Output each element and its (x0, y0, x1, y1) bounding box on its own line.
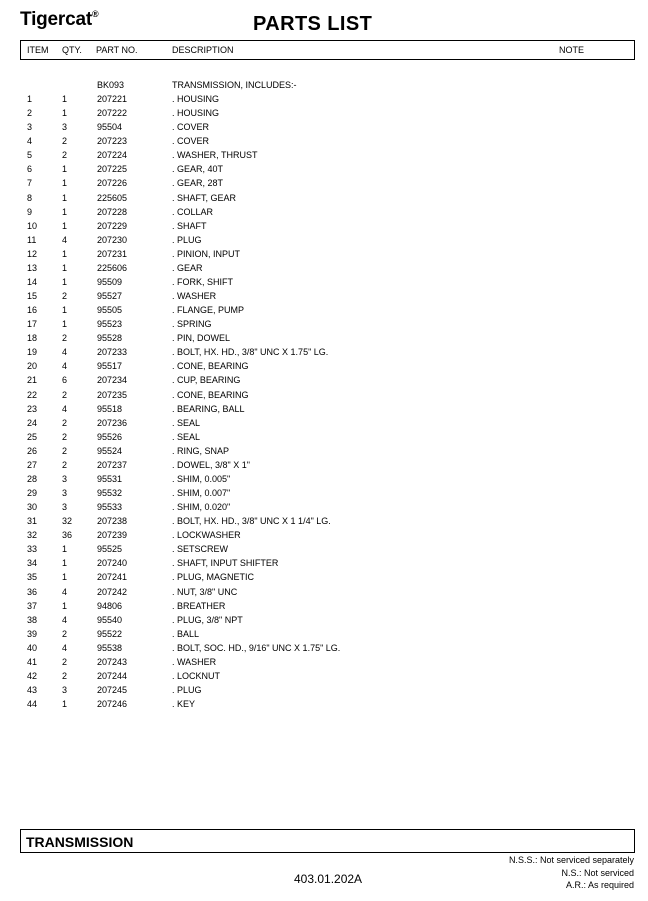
part-number: 207225 (97, 164, 128, 175)
description: . WASHER (172, 656, 217, 667)
table-row (0, 249, 648, 263)
part-number: 94806 (97, 600, 123, 611)
table-row (0, 193, 648, 207)
quantity: 2 (62, 459, 68, 470)
quantity: 1 (62, 572, 68, 583)
part-number: 207224 (97, 150, 128, 161)
table-row (0, 347, 648, 361)
part-number: 95523 (97, 319, 123, 330)
description: . PLUG (172, 684, 202, 695)
item-number: 35 (27, 572, 38, 583)
table-row (0, 516, 648, 530)
quantity: 1 (62, 276, 68, 287)
description: . CUP, BEARING (172, 375, 241, 386)
part-number: 95532 (97, 488, 123, 498)
part-number: 207237 (97, 459, 128, 470)
table-row (0, 530, 648, 544)
part-number: 207236 (97, 417, 128, 428)
abbreviation-legend (509, 854, 634, 892)
registered-mark: ® (91, 8, 99, 19)
item-number: 18 (27, 333, 38, 344)
table-row (0, 572, 648, 586)
table-row (0, 446, 648, 460)
quantity: 2 (62, 417, 68, 428)
item-number: 13 (27, 262, 38, 273)
description: . BOLT, HX. HD., 3/8" UNC X 1.75" LG. (172, 347, 329, 358)
description: . SHIM, 0.020" (172, 502, 231, 512)
part-number: 207221 (97, 94, 128, 104)
quantity: 36 (62, 530, 73, 541)
description: . SEAL (172, 417, 201, 428)
description: . SEAL (172, 431, 201, 442)
description: . PINION, INPUT (172, 248, 241, 259)
item-number: 19 (27, 347, 38, 358)
table-row (0, 164, 648, 178)
assembly-row (0, 80, 648, 94)
quantity: 1 (62, 206, 68, 217)
legend-line: N.S.S.: Not serviced separately (508, 855, 634, 865)
table-row (0, 460, 648, 474)
description: . WASHER (172, 291, 217, 301)
quantity: 1 (62, 319, 68, 330)
description: . DOWEL, 3/8" X 1" (172, 459, 250, 470)
item-number: 4 (27, 136, 33, 147)
quantity: 1 (62, 600, 68, 611)
description: . SHIM, 0.005" (172, 473, 231, 484)
description: . GEAR, 28T (172, 178, 224, 189)
part-number: 95525 (97, 544, 123, 555)
description: . GEAR (172, 262, 203, 273)
legend-line: N.S.: Not serviced (561, 867, 634, 878)
quantity: 4 (62, 642, 68, 653)
table-row (0, 390, 648, 404)
table-row (0, 544, 648, 558)
table-row (0, 601, 648, 615)
assembly-description: TRANSMISSION, INCLUDES:- (172, 80, 297, 90)
description: . BREATHER (172, 600, 226, 611)
table-row (0, 263, 648, 277)
quantity: 1 (62, 220, 68, 231)
item-number: 37 (27, 600, 38, 611)
quantity: 6 (62, 375, 68, 386)
part-number: 207230 (97, 234, 128, 245)
quantity: 3 (62, 684, 68, 695)
item-number: 27 (27, 459, 38, 470)
description: . BALL (172, 628, 200, 639)
section-title: TRANSMISSION (26, 834, 134, 850)
part-number: 95504 (97, 122, 123, 133)
item-number: 8 (27, 192, 33, 203)
description: . GEAR, 40T (172, 164, 224, 175)
table-row (0, 319, 648, 333)
part-number: 95509 (97, 276, 123, 287)
item-number: 16 (27, 305, 38, 316)
header-part-no: PART NO. (96, 45, 138, 55)
quantity: 4 (62, 361, 68, 372)
item-number: 10 (27, 220, 38, 231)
item-number: 7 (27, 178, 33, 189)
table-row (0, 207, 648, 221)
item-number: 43 (27, 684, 38, 695)
description: . SPRING (172, 319, 212, 330)
table-row (0, 671, 648, 685)
quantity: 2 (62, 136, 68, 147)
table-row (0, 277, 648, 291)
part-number: 225606 (97, 262, 128, 273)
header-description: DESCRIPTION (172, 45, 234, 55)
quantity: 1 (62, 262, 68, 273)
part-number: 207244 (97, 670, 128, 681)
part-number: 207239 (97, 530, 128, 541)
description: . FORK, SHIFT (172, 276, 234, 287)
quantity: 3 (62, 488, 68, 498)
part-number: 207240 (97, 558, 128, 569)
item-number: 1 (27, 94, 33, 104)
description: . FLANGE, PUMP (172, 305, 245, 316)
legend-line: A.R.: As required (565, 880, 634, 890)
table-row (0, 629, 648, 643)
part-number: 95528 (97, 333, 123, 344)
brand-name: Tigercat (20, 9, 92, 30)
description: . SHAFT, GEAR (172, 192, 237, 203)
item-number: 30 (27, 502, 38, 512)
item-number: 5 (27, 150, 33, 161)
part-number: 207223 (97, 136, 128, 147)
item-number: 39 (27, 628, 38, 639)
item-number: 28 (27, 473, 38, 484)
part-number: 95531 (97, 473, 123, 484)
description: . PLUG, MAGNETIC (172, 572, 255, 583)
description: . CONE, BEARING (172, 389, 249, 400)
part-number: 95524 (97, 445, 123, 456)
part-number: 207235 (97, 389, 128, 400)
table-row (0, 502, 648, 516)
part-number: 207242 (97, 586, 128, 597)
table-row (0, 291, 648, 305)
description: . HOUSING (172, 108, 220, 119)
table-row (0, 685, 648, 699)
table-row (0, 418, 648, 432)
description: . CONE, BEARING (172, 361, 249, 372)
item-number: 32 (27, 530, 38, 541)
quantity: 1 (62, 108, 68, 119)
quantity: 4 (62, 403, 68, 414)
table-row (0, 305, 648, 319)
description: . BOLT, HX. HD., 3/8" UNC X 1 1/4" LG. (172, 516, 331, 527)
part-number: 95522 (97, 628, 123, 639)
table-row (0, 587, 648, 601)
table-row (0, 361, 648, 375)
item-number: 6 (27, 164, 33, 175)
quantity: 2 (62, 445, 68, 456)
item-number: 25 (27, 431, 38, 442)
quantity: 1 (62, 699, 68, 709)
item-number: 3 (27, 122, 33, 133)
part-number: 207222 (97, 108, 128, 119)
item-number: 21 (27, 375, 38, 386)
part-number: 95533 (97, 502, 123, 512)
item-number: 38 (27, 614, 38, 625)
part-number: 95505 (97, 305, 123, 316)
item-number: 9 (27, 206, 33, 217)
description: . WASHER, THRUST (172, 150, 258, 161)
item-number: 12 (27, 248, 38, 259)
table-row (0, 221, 648, 235)
description: . COLLAR (172, 206, 214, 217)
description: . RING, SNAP (172, 445, 230, 456)
item-number: 40 (27, 642, 38, 653)
part-number: 207245 (97, 684, 128, 695)
part-number: 207243 (97, 656, 128, 667)
part-number: 207226 (97, 178, 128, 189)
page-title: PARTS LIST (253, 13, 373, 35)
quantity: 3 (62, 502, 68, 512)
item-number: 31 (27, 516, 38, 527)
quantity: 3 (62, 473, 68, 484)
description: . SETSCREW (172, 544, 229, 555)
item-number: 34 (27, 558, 38, 569)
part-number: 207234 (97, 375, 128, 386)
assembly-part-no: BK093 (97, 80, 125, 90)
part-number: 207246 (97, 699, 128, 709)
quantity: 2 (62, 431, 68, 442)
quantity: 1 (62, 94, 68, 104)
header-qty: QTY. (62, 45, 82, 55)
item-number: 44 (27, 699, 38, 709)
description: . SHIM, 0.007" (172, 488, 231, 498)
quantity: 2 (62, 150, 68, 161)
item-number: 29 (27, 488, 38, 498)
description: . BOLT, SOC. HD., 9/16" UNC X 1.75" LG. (172, 642, 341, 653)
part-number: 207228 (97, 206, 128, 217)
quantity: 2 (62, 670, 68, 681)
quantity: 1 (62, 178, 68, 189)
item-number: 2 (27, 108, 33, 119)
part-number: 95540 (97, 614, 123, 625)
description: . LOCKNUT (172, 670, 221, 681)
quantity: 4 (62, 347, 68, 358)
header-item: ITEM (27, 45, 49, 55)
table-row (0, 235, 648, 249)
part-number: 95527 (97, 291, 123, 301)
quantity: 32 (62, 516, 73, 527)
brand-logo (20, 9, 98, 31)
item-number: 33 (27, 544, 38, 555)
description: . KEY (172, 699, 196, 709)
quantity: 1 (62, 192, 68, 203)
part-number: 95517 (97, 361, 123, 372)
item-number: 14 (27, 276, 38, 287)
table-row (0, 333, 648, 347)
table-row (0, 699, 648, 713)
item-number: 24 (27, 417, 38, 428)
part-number: 95526 (97, 431, 123, 442)
table-row (0, 404, 648, 418)
part-number: 207229 (97, 220, 128, 231)
quantity: 1 (62, 558, 68, 569)
quantity: 2 (62, 389, 68, 400)
part-number: 207231 (97, 248, 128, 259)
description: . PLUG, 3/8" NPT (172, 614, 243, 625)
quantity: 2 (62, 333, 68, 344)
table-row (0, 558, 648, 572)
document-number: 403.01.202A (294, 872, 363, 886)
item-number: 15 (27, 291, 38, 301)
table-row (0, 108, 648, 122)
description: . SHAFT (172, 220, 207, 231)
header-note: NOTE (559, 45, 585, 55)
quantity: 1 (62, 305, 68, 316)
quantity: 4 (62, 586, 68, 597)
description: . COVER (172, 122, 210, 133)
description: . SHAFT, INPUT SHIFTER (172, 558, 279, 569)
table-row (0, 136, 648, 150)
description: . BEARING, BALL (172, 403, 245, 414)
table-row (0, 94, 648, 108)
description: . NUT, 3/8" UNC (172, 586, 238, 597)
quantity: 3 (62, 122, 68, 133)
quantity: 1 (62, 164, 68, 175)
table-row (0, 657, 648, 671)
quantity: 1 (62, 544, 68, 555)
quantity: 4 (62, 234, 68, 245)
table-row (0, 643, 648, 657)
quantity: 4 (62, 614, 68, 625)
part-number: 225605 (97, 192, 128, 203)
table-row (0, 432, 648, 446)
part-number: 207233 (97, 347, 128, 358)
table-row (0, 615, 648, 629)
item-number: 41 (27, 656, 38, 667)
description: . COVER (172, 136, 210, 147)
description: . PLUG (172, 234, 202, 245)
table-row (0, 488, 648, 502)
description: . PIN, DOWEL (172, 333, 231, 344)
quantity: 2 (62, 656, 68, 667)
item-number: 17 (27, 319, 38, 330)
part-number: 207238 (97, 516, 128, 527)
table-row (0, 178, 648, 192)
item-number: 42 (27, 670, 38, 681)
table-row (0, 474, 648, 488)
item-number: 22 (27, 389, 38, 400)
item-number: 20 (27, 361, 38, 372)
item-number: 26 (27, 445, 38, 456)
quantity: 2 (62, 291, 68, 301)
description: . HOUSING (172, 94, 220, 104)
item-number: 23 (27, 403, 38, 414)
quantity: 1 (62, 248, 68, 259)
item-number: 11 (27, 234, 37, 245)
item-number: 36 (27, 586, 38, 597)
table-row (0, 150, 648, 164)
table-row (0, 122, 648, 136)
part-number: 95538 (97, 642, 123, 653)
quantity: 2 (62, 628, 68, 639)
table-row (0, 375, 648, 389)
description: . LOCKWASHER (172, 530, 241, 541)
part-number: 95518 (97, 403, 123, 414)
part-number: 207241 (97, 572, 128, 583)
